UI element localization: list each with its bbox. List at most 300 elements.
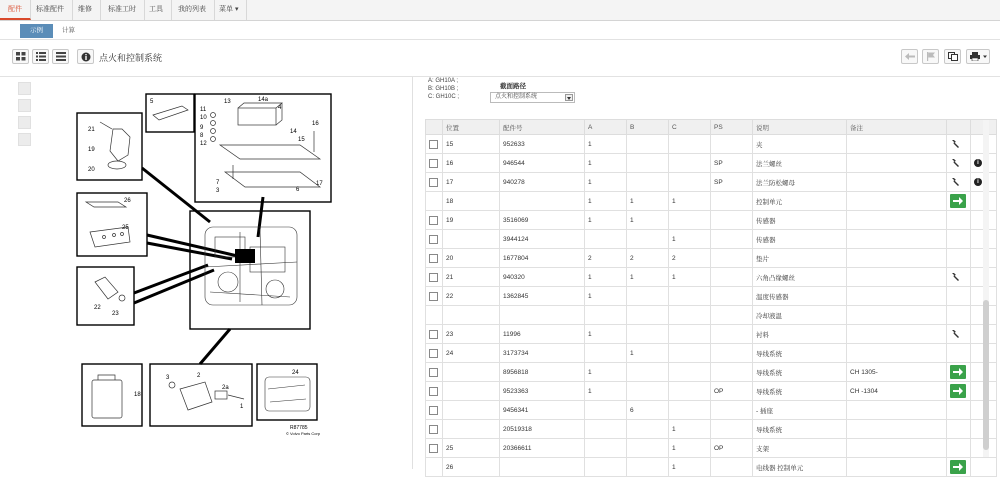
menu-dropdown[interactable]: 菜单 ▾ — [211, 0, 247, 20]
callout-1: 1 — [240, 404, 244, 410]
tab-example[interactable]: 示例 — [20, 24, 53, 38]
table-row[interactable] — [426, 458, 997, 477]
cell-ps — [711, 344, 753, 363]
cell-ps — [711, 135, 753, 154]
cell-ps: OP — [711, 439, 753, 458]
cell-b — [627, 325, 669, 344]
table-header-row — [426, 120, 997, 135]
cell-tool — [947, 268, 971, 287]
cell-b: 2 — [627, 249, 669, 268]
cell-ps — [711, 268, 753, 287]
cell-c: 1 — [669, 230, 711, 249]
cell-description: 冷却液温 — [753, 306, 847, 325]
callout-6: 6 — [296, 187, 300, 193]
cell-c: 1 — [669, 192, 711, 211]
cell-remark — [847, 287, 947, 306]
callout-19: 19 — [88, 147, 95, 153]
cell-position — [443, 363, 500, 382]
callout-2a: 2a — [222, 385, 229, 391]
cell-description: 传感器 — [753, 230, 847, 249]
grid-view-icon — [16, 52, 26, 61]
cell-b — [627, 439, 669, 458]
cell-select — [426, 325, 443, 344]
cell-tool — [947, 325, 971, 344]
cell-description: 导线系统 — [753, 344, 847, 363]
cell-position: 17 — [443, 173, 500, 192]
table-row[interactable] — [426, 420, 997, 439]
wrench-icon[interactable] — [950, 329, 960, 339]
cell-position: 23 — [443, 325, 500, 344]
callout-2: 2 — [197, 373, 201, 379]
callout-8: 8 — [200, 133, 204, 139]
cell-description: 控制单元 — [753, 192, 847, 211]
cell-c — [669, 344, 711, 363]
cell-select — [426, 401, 443, 420]
back-button[interactable] — [901, 49, 918, 64]
cell-tool — [947, 401, 971, 420]
cell-a — [585, 344, 627, 363]
cell-b — [627, 135, 669, 154]
cell-description: 导线系统 — [753, 382, 847, 401]
info-icon[interactable]: i — [974, 159, 982, 167]
row-checkbox[interactable] — [429, 292, 438, 301]
diagram-panel — [0, 77, 413, 469]
info-icon — [81, 52, 91, 62]
row-checkbox[interactable] — [429, 273, 438, 282]
callout-23: 23 — [112, 311, 119, 317]
filter-line-c: C: GH10C ; — [428, 94, 460, 100]
cell-ps — [711, 230, 753, 249]
cell-select — [426, 458, 443, 477]
cell-select — [426, 363, 443, 382]
cell-select — [426, 211, 443, 230]
callout-21: 21 — [88, 127, 95, 133]
cell-tool — [947, 192, 971, 211]
cell-select — [426, 154, 443, 173]
row-checkbox[interactable] — [429, 349, 438, 358]
section-select-value: 点火和控制系统 — [495, 94, 538, 100]
cell-a: 1 — [585, 325, 627, 344]
cell-part-number: 9523363 — [500, 382, 585, 401]
cell-ps — [711, 458, 753, 477]
cell-position: 16 — [443, 154, 500, 173]
cell-remark — [847, 154, 947, 173]
table-row[interactable] — [426, 287, 997, 306]
row-checkbox[interactable] — [429, 444, 438, 453]
cell-description: 六角凸缘螺丝 — [753, 268, 847, 287]
cell-tool — [947, 458, 971, 477]
callout-9: 9 — [200, 125, 204, 131]
callout-22: 22 — [94, 305, 101, 311]
cell-description: 法兰螺丝 — [753, 154, 847, 173]
list-view-button[interactable] — [32, 49, 49, 64]
col-header-part-number[interactable]: 配件号 — [500, 120, 585, 135]
cell-position — [443, 306, 500, 325]
row-checkbox[interactable] — [429, 178, 438, 187]
cell-select — [426, 420, 443, 439]
callout-25: 25 — [122, 225, 129, 231]
cell-select — [426, 230, 443, 249]
col-header-tool — [947, 120, 971, 135]
section-select[interactable] — [490, 92, 575, 103]
cell-part-number: 8956818 — [500, 363, 585, 382]
cell-c: 1 — [669, 268, 711, 287]
copy-button[interactable] — [944, 49, 961, 64]
cell-c — [669, 325, 711, 344]
cell-part-number: 1362845 — [500, 287, 585, 306]
cell-remark — [847, 192, 947, 211]
cell-ps — [711, 420, 753, 439]
cell-tool — [947, 230, 971, 249]
table-row[interactable] — [426, 192, 997, 211]
back-arrow-icon — [905, 52, 915, 61]
wrench-icon[interactable] — [950, 272, 960, 282]
cell-c — [669, 363, 711, 382]
menu-my-list[interactable]: 我的列表 — [170, 0, 215, 20]
table-row[interactable] — [426, 344, 997, 363]
scrollbar-thumb[interactable] — [983, 300, 989, 450]
cell-part-number: 3516069 — [500, 211, 585, 230]
cell-part-number — [500, 192, 585, 211]
cell-a — [585, 420, 627, 439]
row-checkbox[interactable] — [429, 406, 438, 415]
cell-a: 1 — [585, 287, 627, 306]
go-to-subgroup-button[interactable] — [950, 365, 966, 379]
cell-remark — [847, 420, 947, 439]
cell-b — [627, 382, 669, 401]
callout-12: 12 — [200, 141, 207, 147]
cell-position: 21 — [443, 268, 500, 287]
arrow-right-icon — [953, 462, 963, 472]
cell-description: 垫片 — [753, 249, 847, 268]
cell-a — [585, 306, 627, 325]
table-row[interactable] — [426, 249, 997, 268]
sub-tab-bar — [0, 21, 1000, 40]
cell-part-number: 946544 — [500, 154, 585, 173]
table-row[interactable] — [426, 211, 997, 230]
cell-tool — [947, 211, 971, 230]
flag-button[interactable] — [922, 49, 939, 64]
cell-select — [426, 249, 443, 268]
arrow-right-icon — [953, 367, 963, 377]
cell-b — [627, 154, 669, 173]
cell-tool — [947, 287, 971, 306]
cell-description: - 插座 — [753, 401, 847, 420]
cross-section-label: 截面路径 — [500, 83, 526, 90]
cell-b — [627, 287, 669, 306]
table-row[interactable] — [426, 401, 997, 420]
table-row[interactable] — [426, 135, 997, 154]
arrow-right-icon — [953, 386, 963, 396]
cell-description: 导线系统 — [753, 420, 847, 439]
cell-tool — [947, 363, 971, 382]
cell-tool — [947, 154, 971, 173]
row-checkbox[interactable] — [429, 159, 438, 168]
callout-13: 13 — [224, 99, 231, 105]
cell-description: 法兰防松螺母 — [753, 173, 847, 192]
col-header-position[interactable]: 位置 — [443, 120, 500, 135]
diagram-ref-code: R87785 — [290, 425, 308, 431]
cell-tool — [947, 344, 971, 363]
cell-tool — [947, 439, 971, 458]
cell-select — [426, 306, 443, 325]
row-checkbox[interactable] — [429, 368, 438, 377]
cell-ps — [711, 401, 753, 420]
callout-20: 20 — [88, 167, 95, 173]
col-header-ps[interactable]: PS — [711, 120, 753, 135]
cell-b — [627, 230, 669, 249]
cell-a: 1 — [585, 192, 627, 211]
diagram-copyright: © Volvo Parts Corp — [286, 431, 321, 436]
list-view-icon — [36, 52, 46, 61]
cell-position: 18 — [443, 192, 500, 211]
cell-ps — [711, 287, 753, 306]
row-checkbox[interactable] — [429, 425, 438, 434]
cell-tool — [947, 249, 971, 268]
cell-b: 6 — [627, 401, 669, 420]
row-checkbox[interactable] — [429, 330, 438, 339]
cell-b: 1 — [627, 192, 669, 211]
cell-b: 1 — [627, 344, 669, 363]
table-row[interactable] — [426, 306, 997, 325]
cell-tool — [947, 306, 971, 325]
cell-a: 1 — [585, 211, 627, 230]
cell-description: 衬料 — [753, 325, 847, 344]
cell-part-number: 11996 — [500, 325, 585, 344]
cell-c: 1 — [669, 458, 711, 477]
col-header-description[interactable]: 说明 — [753, 120, 847, 135]
tab-calculate[interactable]: 计算 — [62, 27, 75, 34]
callout-4: 4 — [278, 105, 282, 111]
cell-b — [627, 173, 669, 192]
cell-select — [426, 268, 443, 287]
go-to-subgroup-button[interactable] — [950, 384, 966, 398]
cell-remark: CH 1305- — [847, 363, 947, 382]
table-scrollbar[interactable] — [983, 120, 989, 457]
cell-position: 15 — [443, 135, 500, 154]
flag-icon — [926, 52, 936, 61]
cell-b — [627, 458, 669, 477]
cell-ps — [711, 363, 753, 382]
cell-part-number: 952633 — [500, 135, 585, 154]
callout-7: 7 — [216, 180, 220, 186]
page-title: 点火和控制系统 — [99, 53, 163, 63]
menu-standard-parts[interactable]: 标准配件 — [28, 0, 73, 20]
cell-c — [669, 154, 711, 173]
cell-remark — [847, 439, 947, 458]
cell-a — [585, 439, 627, 458]
cell-position — [443, 401, 500, 420]
row-checkbox[interactable] — [429, 216, 438, 225]
go-to-subgroup-button[interactable] — [950, 194, 966, 208]
cell-a: 1 — [585, 363, 627, 382]
cell-tool — [947, 173, 971, 192]
callout-14a: 14a — [258, 97, 269, 103]
callout-18: 18 — [134, 392, 141, 398]
cell-part-number: 3944124 — [500, 230, 585, 249]
cell-c — [669, 306, 711, 325]
table-row[interactable] — [426, 382, 997, 401]
cell-remark — [847, 344, 947, 363]
cell-description: 传感器 — [753, 211, 847, 230]
col-header-remark[interactable]: 备注 — [847, 120, 947, 135]
callout-11: 11 — [200, 107, 207, 113]
cell-ps — [711, 192, 753, 211]
cell-position — [443, 382, 500, 401]
cell-select — [426, 173, 443, 192]
cell-position: 25 — [443, 439, 500, 458]
parts-table — [425, 119, 997, 477]
cell-part-number: 20519318 — [500, 420, 585, 439]
detail-list-icon — [56, 52, 66, 61]
cell-b: 1 — [627, 211, 669, 230]
callout-26: 26 — [124, 198, 131, 204]
cell-select — [426, 382, 443, 401]
wrench-icon[interactable] — [950, 139, 960, 149]
cell-ps — [711, 249, 753, 268]
arrow-right-icon — [953, 196, 963, 206]
copy-icon — [948, 52, 958, 61]
info-icon[interactable]: i — [974, 178, 982, 186]
cell-b — [627, 420, 669, 439]
cell-select — [426, 344, 443, 363]
toolbar — [0, 40, 1000, 77]
print-icon — [970, 52, 988, 61]
row-checkbox[interactable] — [429, 235, 438, 244]
table-row[interactable] — [426, 268, 997, 287]
table-row[interactable] — [426, 230, 997, 249]
callout-5: 5 — [150, 99, 154, 105]
cell-a — [585, 401, 627, 420]
filter-line-a: A: GH10A ; — [428, 78, 459, 84]
row-checkbox[interactable] — [429, 254, 438, 263]
cell-b — [627, 306, 669, 325]
cell-part-number: 3173734 — [500, 344, 585, 363]
cell-part-number: 9456341 — [500, 401, 585, 420]
cell-position: 22 — [443, 287, 500, 306]
cell-position — [443, 230, 500, 249]
cell-remark — [847, 268, 947, 287]
cell-part-number: 20366611 — [500, 439, 585, 458]
cell-remark — [847, 211, 947, 230]
cell-c — [669, 211, 711, 230]
menu-standard-time[interactable]: 标准工时 — [100, 0, 145, 20]
cell-ps: OP — [711, 382, 753, 401]
cell-a: 1 — [585, 382, 627, 401]
cell-a: 1 — [585, 135, 627, 154]
cell-position — [443, 420, 500, 439]
cell-tool — [947, 135, 971, 154]
cell-remark — [847, 401, 947, 420]
cell-ps — [711, 211, 753, 230]
cell-a — [585, 230, 627, 249]
cell-remark — [847, 306, 947, 325]
table-row[interactable] — [426, 173, 997, 192]
cell-ps — [711, 325, 753, 344]
cell-select — [426, 192, 443, 211]
cell-description: 导线系统 — [753, 363, 847, 382]
col-header-b[interactable]: B — [627, 120, 669, 135]
cell-a: 2 — [585, 249, 627, 268]
print-button[interactable] — [966, 49, 990, 64]
parts-panel — [413, 77, 1000, 472]
callout-15: 15 — [298, 137, 305, 143]
cell-a: 1 — [585, 268, 627, 287]
cell-select — [426, 439, 443, 458]
cell-remark — [847, 135, 947, 154]
menu-repair[interactable]: 维修 — [70, 0, 101, 20]
cell-position: 19 — [443, 211, 500, 230]
grid-view-button[interactable] — [12, 49, 29, 64]
cell-tool — [947, 420, 971, 439]
callout-16: 16 — [312, 121, 319, 127]
table-row[interactable] — [426, 154, 997, 173]
table-row[interactable] — [426, 325, 997, 344]
cell-remark — [847, 249, 947, 268]
cell-part-number: 940320 — [500, 268, 585, 287]
cell-a — [585, 458, 627, 477]
cell-part-number: 1677804 — [500, 249, 585, 268]
cell-action — [971, 458, 997, 477]
cell-c — [669, 135, 711, 154]
cell-a: 1 — [585, 173, 627, 192]
cell-ps: SP — [711, 154, 753, 173]
cell-part-number: 940278 — [500, 173, 585, 192]
cell-remark — [847, 230, 947, 249]
cell-remark — [847, 458, 947, 477]
cell-select — [426, 287, 443, 306]
wrench-icon[interactable] — [950, 158, 960, 168]
cell-b: 1 — [627, 268, 669, 287]
menu-tools[interactable]: 工具 — [141, 0, 172, 20]
cell-position: 24 — [443, 344, 500, 363]
chevron-down-icon — [565, 94, 573, 101]
parts-table-body — [426, 135, 997, 477]
info-button[interactable] — [77, 49, 94, 64]
cell-remark — [847, 173, 947, 192]
cell-part-number — [500, 306, 585, 325]
table-row[interactable] — [426, 363, 997, 382]
detail-list-button[interactable] — [52, 49, 69, 64]
cell-a: 1 — [585, 154, 627, 173]
table-row[interactable] — [426, 439, 997, 458]
row-checkbox[interactable] — [429, 387, 438, 396]
callout-10: 10 — [200, 115, 207, 121]
cell-c: 1 — [669, 439, 711, 458]
top-menu-bar — [0, 0, 1000, 21]
cell-remark — [847, 325, 947, 344]
wrench-icon[interactable] — [950, 177, 960, 187]
cell-c — [669, 401, 711, 420]
menu-parts[interactable]: 配件 — [0, 0, 31, 20]
cell-position: 26 — [443, 458, 500, 477]
callout-17: 17 — [316, 181, 323, 187]
callout-3b: 3 — [166, 375, 170, 381]
cell-description: 温度传感器 — [753, 287, 847, 306]
cell-description: 支架 — [753, 439, 847, 458]
cell-c — [669, 382, 711, 401]
callout-24: 24 — [292, 370, 299, 376]
cell-description: 电线器 控制单元 — [753, 458, 847, 477]
cell-ps — [711, 306, 753, 325]
row-checkbox[interactable] — [429, 140, 438, 149]
go-to-subgroup-button[interactable] — [950, 460, 966, 474]
cell-remark: CH -1304 — [847, 382, 947, 401]
cell-c: 2 — [669, 249, 711, 268]
col-header-c[interactable]: C — [669, 120, 711, 135]
col-header-a[interactable]: A — [585, 120, 627, 135]
cell-tool — [947, 382, 971, 401]
